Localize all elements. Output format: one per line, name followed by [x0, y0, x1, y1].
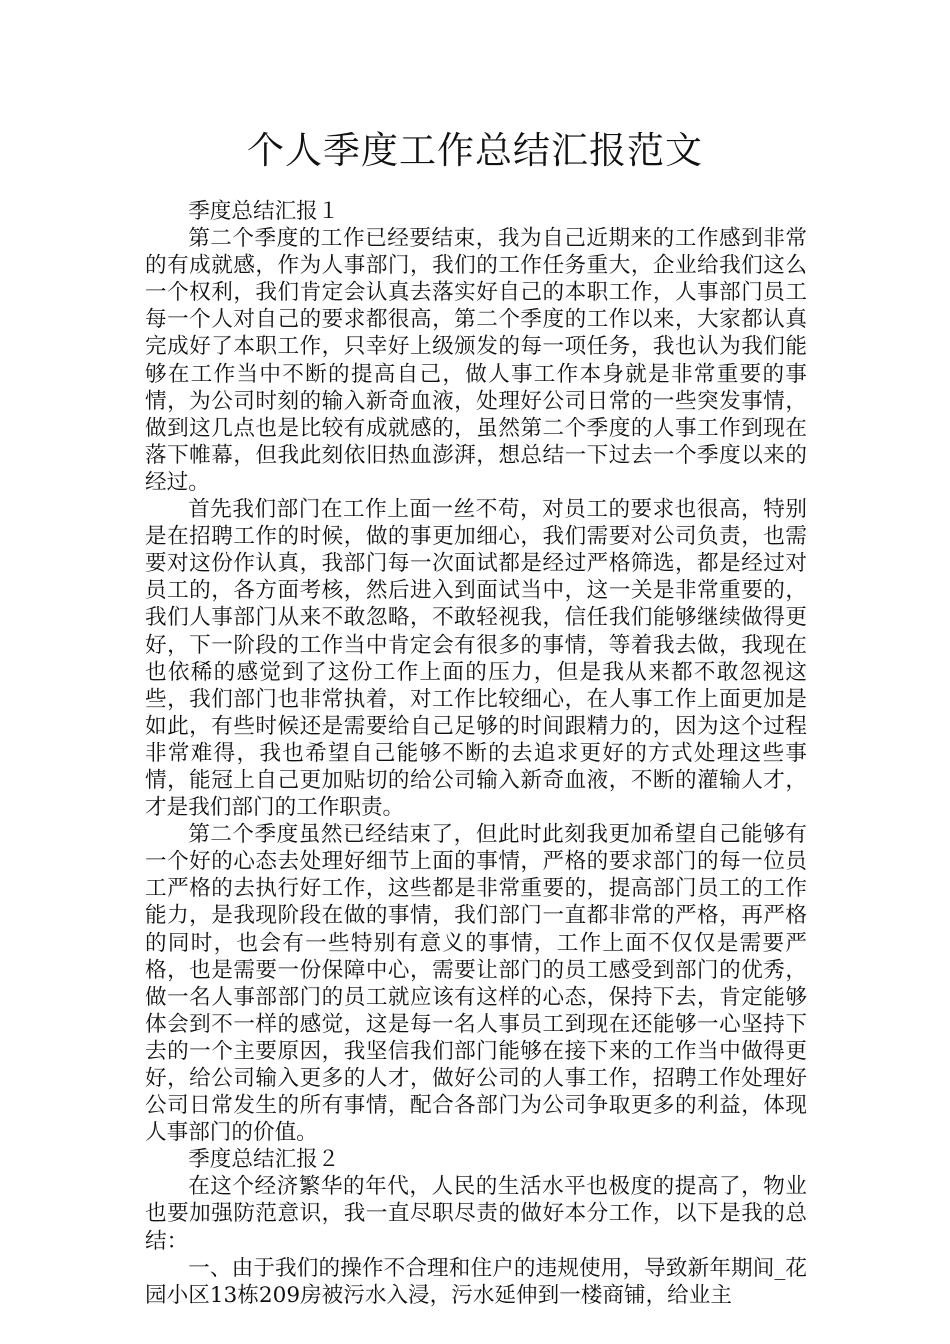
section-heading-1: 季度总结汇报１ [188, 199, 340, 224]
document-title: 个人季度工作总结汇报范文 [247, 129, 703, 172]
paragraph-2: 首先我们部门在工作上面一丝不苟，对员工的要求也很高，特别是在招聘工作的时候，做的事更加细心，我们需要对公司负责，也需要对这份作认真，我部门每一次面试都是经过严格筛选，都是经过对员工的，各方面考核，然后进入到面试当中，这一关是非常重要的，我们人事部门从来不敢忽略，不敢轻视我，信任我们能够继续做得更好，下一阶段的工作当中肯定会有很多的事情，等着我去做，我现在也依稀的感觉到了这份工作上面的压力，但是我从来都不敢忽视这些，我们部门也非常执着，对工作比较细心，在人事工作上面更加是如此，有些时候还是需要给自己足够的时间跟精力的，因为这个过程非常难得，我也希望自己能够不断的去追求更好的方式处理这些事情，能冠上自己更加贴切的给公司输入新奇血液，不断的灌输人才，才是我们部门的工作职责。 [145, 497, 807, 821]
section-heading-2: 季度总结汇报２ [188, 1147, 340, 1173]
paragraph-1: 第二个季度的工作已经要结束，我为自己近期来的工作感到非常的有成就感，作为人事部门，我们的工作任务重大，企业给我们这么一个权利，我们肯定会认真去落实好自己的本职工作，人事部门员工每一个人对自己的要求都很高，第二个季度的工作以来，大家都认真完成好了本职工作，只幸好上级颁发的每一项任务，我也认为我们能够在工作当中不断的提高自己，做人事工作本身就是非常重要的事情，为公司时刻的输入新奇血液，处理好公司日常的一些突发事情，做到这几点也是比较有成就感的，虽然第二个季度的人事工作到现在落下帷幕，但我此刻依旧热血澎湃，想总结一下过去一个季度以来的经过。 [145, 226, 807, 495]
paragraph-3: 第二个季度虽然已经结束了，但此时此刻我更加希望自己能够有一个好的心态去处理好细节上面的事情，严格的要求部门的每一位员工严格的去执行好工作，这些都是非常重要的，提高部门员工的工作能力，是我现阶段在做的事情，我们部门一直都非常的严格，再严格的同时，也会有一些特别有意义的事情，工作上面不仅仅是需要严格，也是需要一份保障中心，需要让部门的员工感受到部门的优秀，做一名人事部部门的员工就应该有这样的心态，保持下去，肯定能够体会到不一样的感觉，这是每一名人事员工到现在还能够一心坚持下去的一个主要原因，我坚信我们部门能够在接下来的工作当中做得更好，给公司输入更多的人才，做好公司的人事工作，招聘工作处理好公司日常发生的所有事情，配合各部门为公司争取更多的利益，体现人事部门的价值。 [145, 822, 807, 1146]
paragraph-4: 在这个经济繁华的年代，人民的生活水平也极度的提高了，物业也要加强防范意识，我一直尽职尽责的做好本分工作，以下是我的总结： [145, 1174, 807, 1254]
paragraph-5: 一、由于我们的操作不合理和住户的违规使用，导致新年期间_花园小区13栋209房被污水入浸，污水延伸到一楼商铺，给业主 [145, 1255, 807, 1308]
document-body [145, 198, 807, 1309]
